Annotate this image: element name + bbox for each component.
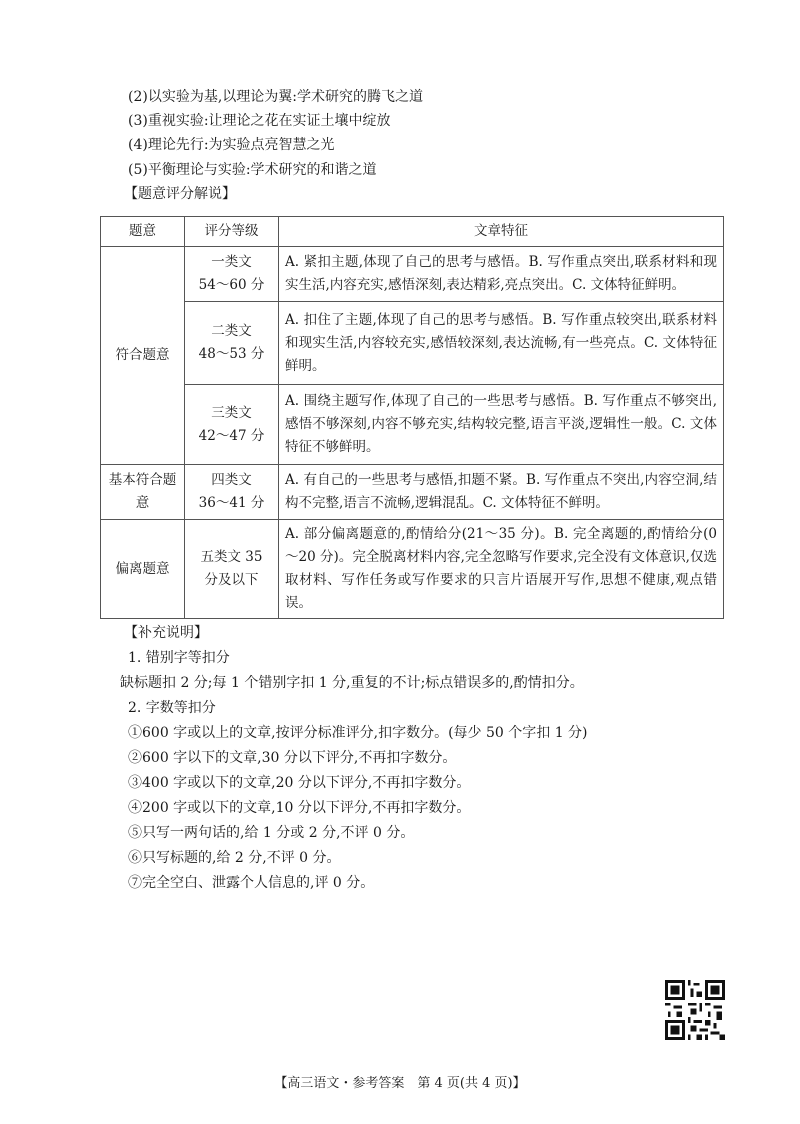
grade-cell xyxy=(185,247,279,302)
grade-label: 四类文 xyxy=(211,472,252,488)
grade-cell xyxy=(185,520,279,619)
description-cell: A. 有自己的一些思考与感悟,扣题不紧。B. 写作重点不突出,内容空洞,结构不完整,语言不流畅,逻辑混乱。C. 文体特征不鲜明。 xyxy=(279,465,724,520)
grade-label: 五类文 35 xyxy=(200,549,263,565)
supplement-line: 1. 错别字等扣分 xyxy=(128,650,230,666)
supplement-line: ⑦完全空白、泄露个人信息的,评 0 分。 xyxy=(128,875,375,891)
grade-score: 42～47 分 xyxy=(198,427,265,444)
supplement-line: 2. 字数等扣分 xyxy=(128,700,216,716)
grade-score: 36～41 分 xyxy=(198,495,265,511)
topic-item: (4)理论先行:为实验点亮智慧之光 xyxy=(128,137,335,153)
grade-score: 54～60 分 xyxy=(198,277,265,293)
intent-cell: 符合题意 xyxy=(101,247,185,465)
supplement-line: ⑥只写标题的,给 2 分,不评 0 分。 xyxy=(128,850,341,866)
description-cell: A. 围绕主题写作,体现了自己的一些思考与感悟。B. 写作重点不够突出,感悟不够深刻,内容不够充实,结构较完整,语言平淡,逻辑性一般。C. 文体特征不够鲜明。 xyxy=(279,385,724,465)
grade-label: 一类文 xyxy=(211,254,252,270)
table-row xyxy=(101,247,724,302)
topic-item: (5)平衡理论与实验:学术研究的和谐之道 xyxy=(128,162,377,178)
table-row xyxy=(101,520,724,619)
supplement-line: 缺标题扣 2 分;每 1 个错别字扣 1 分,重复的不计;标点错误多的,酌情扣分。 xyxy=(120,675,584,691)
intent-cell: 基本符合题意 xyxy=(101,465,185,520)
grade-cell xyxy=(185,385,279,465)
scoring-table xyxy=(100,216,724,619)
grade-score: 48～53 分 xyxy=(198,346,265,362)
grade-cell xyxy=(185,302,279,385)
supplement-line: ⑤只写一两句话的,给 1 分或 2 分,不评 0 分。 xyxy=(128,825,415,841)
table-header-row xyxy=(101,217,724,247)
qr-code-icon xyxy=(665,980,725,1040)
description-cell: A. 扣住了主题,体现了自己的思考与感悟。B. 写作重点较突出,联系材料和现实生活,内容较充实,感悟较深刻,表达流畅,有一些亮点。C. 文体特征鲜明。 xyxy=(279,302,724,385)
header-grade: 评分等级 xyxy=(185,217,279,247)
table-row xyxy=(101,465,724,520)
header-features: 文章特征 xyxy=(279,217,724,247)
table-row xyxy=(101,302,724,385)
page-footer: 【高三语文・参考答案 第 4 页(共 4 页)】 xyxy=(274,1076,526,1091)
supplement-line: ③400 字或以下的文章,20 分以下评分,不再扣字数分。 xyxy=(128,775,471,791)
grade-label: 三类文 xyxy=(211,404,252,421)
supplement-line: ②600 字以下的文章,30 分以下评分,不再扣字数分。 xyxy=(128,750,457,766)
topic-item: (2)以实验为基,以理论为翼:学术研究的腾飞之道 xyxy=(128,89,423,105)
supplement-line: ④200 字或以下的文章,10 分以下评分,不再扣字数分。 xyxy=(128,800,471,816)
grade-score: 分及以下 xyxy=(204,572,259,588)
description-cell: A. 紧扣主题,体现了自己的思考与感悟。B. 写作重点突出,联系材料和现实生活,内容充实,感悟深刻,表达精彩,亮点突出。C. 文体特征鲜明。 xyxy=(279,247,724,302)
section-heading: 【补充说明】 xyxy=(124,625,208,641)
intent-cell: 偏离题意 xyxy=(101,520,185,619)
grade-label: 二类文 xyxy=(211,323,252,339)
header-intent: 题意 xyxy=(101,217,185,247)
grade-cell xyxy=(185,465,279,520)
topic-item: (3)重视实验:让理论之花在实证土壤中绽放 xyxy=(128,113,391,129)
section-heading: 【题意评分解说】 xyxy=(124,186,236,202)
supplement-line: ①600 字或以上的文章,按评分标准评分,扣字数分。(每少 50 个字扣 1 分) xyxy=(128,725,588,741)
table-row xyxy=(101,385,724,465)
description-cell: A. 部分偏离题意的,酌情给分(21～35 分)。B. 完全离题的,酌情给分(0～20 分)。完全脱离材料内容,完全忽略写作要求,完全没有文体意识,仅选取材料、写作任务或写作要求的只言片语展开写作,思想不健康,观点错误。 xyxy=(279,520,724,619)
